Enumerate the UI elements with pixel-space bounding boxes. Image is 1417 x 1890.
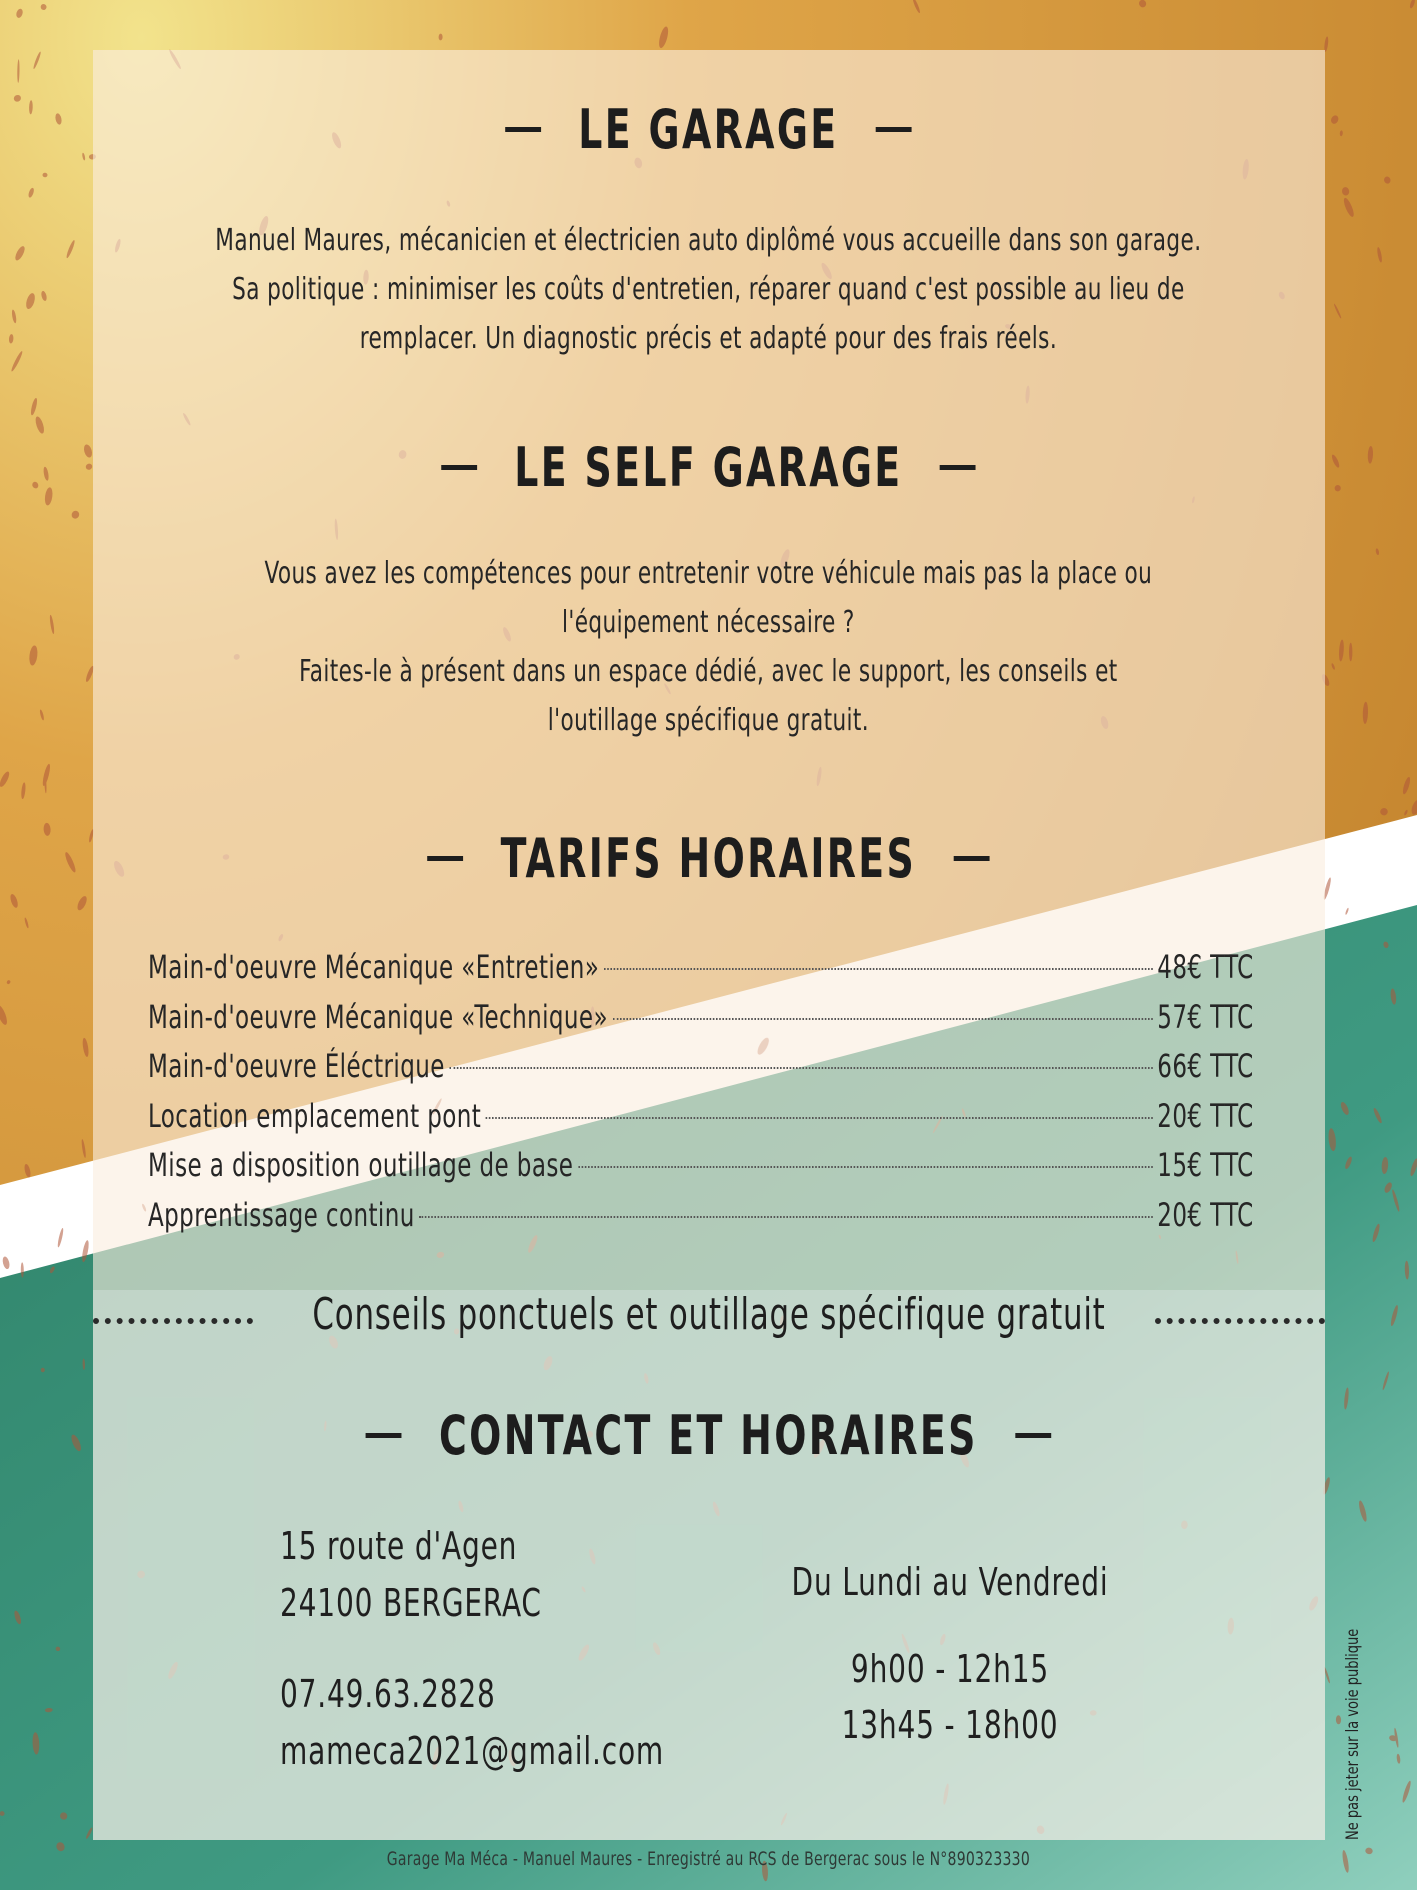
conseils-banner (93, 1285, 1325, 1345)
tarif-label: Main-d'oeuvre Mécanique «Entretien» (148, 948, 600, 986)
tarif-label: Mise a disposition outillage de base (148, 1146, 574, 1184)
dot-leader (450, 1067, 1153, 1069)
dot-leader (578, 1166, 1152, 1168)
tarif-price: 48€ TTC (1157, 948, 1254, 986)
garage-description (142, 216, 1276, 363)
dot-leader (613, 1018, 1153, 1020)
contact-heading: CONTACT ET HORAIRES (156, 1404, 1261, 1467)
tarif-price: 20€ TTC (1157, 1195, 1254, 1234)
opening-days: Du Lundi au Vendredi (791, 1560, 1109, 1604)
dot-leader (604, 968, 1152, 970)
hours-afternoon: 13h45 - 18h00 (841, 1703, 1059, 1747)
heading-dash-left (441, 465, 477, 470)
address-street: 15 route d'Agen (280, 1524, 518, 1568)
tarif-label: Apprentissage continu (148, 1195, 415, 1234)
self-garage-line: Faites-le à présent dans un espace dédié, avec le support, les conseils et (299, 654, 1118, 689)
tarif-label: Main-d'oeuvre Mécanique «Technique» (148, 997, 608, 1036)
heading-dash-right (954, 856, 990, 861)
self-garage-line: l'équipement nécessaire ? (562, 605, 855, 640)
tarif-row (148, 1092, 1254, 1142)
tarif-price: 57€ TTC (1157, 997, 1254, 1036)
self-garage-line: Vous avez les compétences pour entretenir votre véhicule mais pas la place ou (264, 556, 1153, 591)
heading-dash-left (427, 856, 463, 861)
hours-morning: 9h00 - 12h15 (850, 1647, 1050, 1691)
legal-footer: Garage Ma Méca - Manuel Maures - Enregistré au RCS de Bergerac sous le N°890323330 (386, 1848, 1031, 1870)
tarif-label: Location emplacement pont (148, 1096, 482, 1135)
heading-dash-right (940, 465, 976, 470)
tarif-row (148, 1042, 1254, 1092)
tarifs-list (148, 943, 1254, 1240)
side-disclaimer: Ne pas jeter sur la voie publique (1343, 1628, 1363, 1840)
self-garage-heading: LE SELF GARAGE (156, 436, 1261, 499)
tarif-row (148, 1191, 1254, 1241)
phone-number[interactable]: 07.49.63.2828 (280, 1672, 496, 1716)
contact-block (280, 1666, 664, 1780)
tarif-price: 15€ TTC (1157, 1146, 1254, 1184)
tarif-row (148, 1141, 1254, 1191)
garage-heading: LE GARAGE (156, 98, 1261, 161)
heading-dash-left (366, 1433, 402, 1438)
tarif-row (148, 993, 1254, 1043)
tarif-price: 20€ TTC (1157, 1096, 1254, 1135)
opening-hours (778, 1641, 1122, 1753)
self-garage-line: l'outillage spécifique gratuit. (547, 703, 870, 738)
dotted-divider-right (1155, 1318, 1325, 1324)
heading-dash-right (876, 127, 912, 132)
email-address[interactable]: mameca2021@gmail.com (280, 1729, 665, 1773)
address-block (280, 1518, 542, 1632)
self-garage-description (142, 549, 1276, 745)
garage-line: remplacer. Un diagnostic précis et adapté pour des frais réels. (359, 321, 1058, 356)
tarif-row (148, 943, 1254, 993)
conseils-note: Conseils ponctuels et outillage spécifique gratuit (312, 1289, 1106, 1340)
tarifs-heading: TARIFS HORAIRES (156, 827, 1261, 890)
heading-dash-left (505, 127, 541, 132)
heading-dash-right (1015, 1433, 1051, 1438)
garage-line: Manuel Maures, mécanicien et électricien auto diplômé vous accueille dans son garage. (215, 223, 1202, 258)
dot-leader (420, 1216, 1153, 1218)
tarif-price: 66€ TTC (1157, 1047, 1254, 1085)
tarif-label: Main-d'oeuvre Éléctrique (148, 1047, 445, 1085)
garage-line: Sa politique : minimiser les coûts d'entretien, réparer quand c'est possible au lieu de (232, 272, 1185, 307)
address-city: 24100 BERGERAC (280, 1581, 542, 1625)
dot-leader (486, 1117, 1153, 1119)
